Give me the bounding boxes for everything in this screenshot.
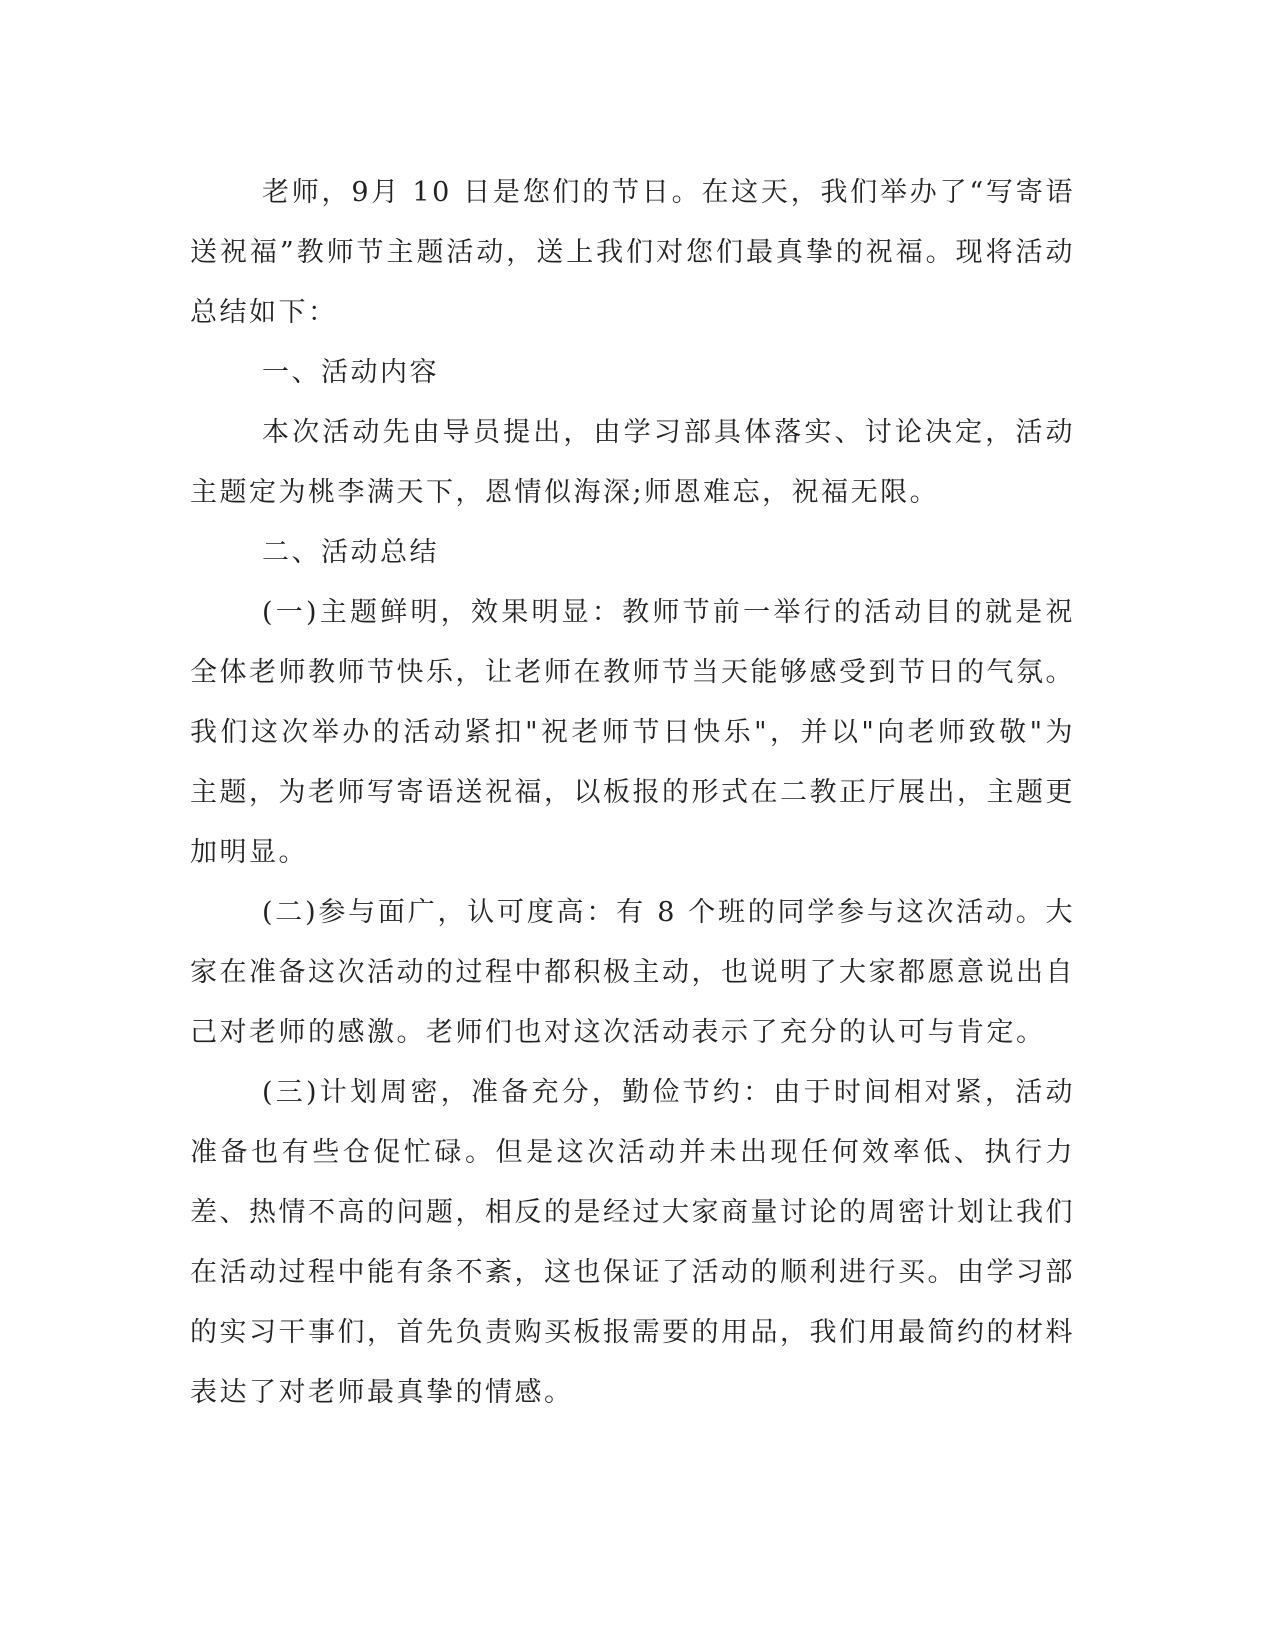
activity-content-paragraph: 本次活动先由导员提出，由学习部具体落实、讨论决定，活动主题定为桃李满天下，恩情似海深;师恩难忘，祝福无限。	[190, 417, 1075, 508]
section-heading-activity-content: 一、活动内容	[262, 357, 439, 388]
section-heading-activity-summary: 二、活动总结	[262, 537, 439, 568]
summary-point-3: (三)计划周密，准备充分，勤俭节约：由于时间相对紧，活动准备也有些仓促忙碌。但是这次活动并未出现任何效率低、执行力差、热情不高的问题，相反的是经过大家商量讨论的周密计划让我们在活动过程中能有条不紊，这也保证了活动的顺利进行买。由学习部的实习干事们，首先负责购买板报需要的用品，我们用最简约的材料表达了对老师最真挚的情感。	[190, 1077, 1075, 1408]
summary-point-2: (二)参与面广，认可度高：有 8 个班的同学参与这次活动。大家在准备这次活动的过程中都积极主动，也说明了大家都愿意说出自己对老师的感激。老师们也对这次活动表示了充分的认可与肯定。	[190, 897, 1075, 1048]
document-body	[190, 163, 1075, 1423]
summary-point-1: (一)主题鲜明，效果明显：教师节前一举行的活动目的就是祝全体老师教师节快乐，让老师在教师节当天能够感受到节日的气氛。我们这次举办的活动紧扣"祝老师节日快乐"，并以"向老师致敬"为主题，为老师写寄语送祝福，以板报的形式在二教正厅展出，主题更加明显。	[190, 597, 1075, 868]
intro-paragraph: 老师，9月 10 日是您们的节日。在这天，我们举办了“写寄语送祝福”教师节主题活动，送上我们对您们最真挚的祝福。现将活动总结如下：	[190, 177, 1075, 328]
